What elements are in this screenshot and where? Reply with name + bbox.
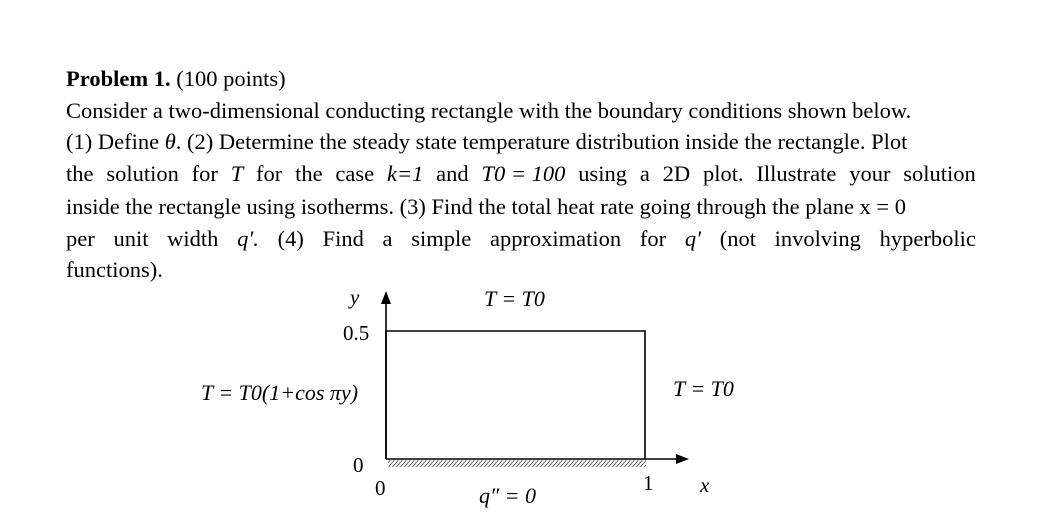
rectangle-domain xyxy=(386,331,645,459)
variable-T: T xyxy=(230,160,244,186)
word: unit xyxy=(113,225,149,251)
k-equation: k=1 xyxy=(386,160,424,186)
word: plot. xyxy=(702,160,744,186)
q-prime: q′. xyxy=(237,225,259,251)
x-tick-right: 1 xyxy=(643,471,654,495)
word: width xyxy=(167,225,219,251)
word: hyperbolic xyxy=(879,225,976,251)
x-axis-arrowhead xyxy=(676,454,689,464)
problem-line-2-b: . (2) Determine the steady state temperature distribution inside the rectangle. Plot xyxy=(175,129,908,154)
insulated-boundary-hatch xyxy=(388,460,646,467)
word: a xyxy=(382,225,393,251)
word: per xyxy=(66,225,95,251)
y-axis-arrowhead xyxy=(381,291,391,304)
word: the xyxy=(66,160,94,186)
word: the xyxy=(295,160,323,186)
word: Illustrate xyxy=(756,160,837,186)
word: your xyxy=(849,160,891,186)
word: for xyxy=(256,160,283,186)
word: (not xyxy=(719,225,756,251)
problem-line-6: functions). xyxy=(66,257,163,282)
problem-line-1: Consider a two-dimensional conducting rectangle with the boundary conditions shown below. xyxy=(66,97,912,123)
word: for xyxy=(191,160,218,186)
word: 2D xyxy=(662,160,691,186)
problem-line-4: inside the rectangle using isotherms. (3) Find the total heat rate going through the plane x = 0 xyxy=(66,194,906,219)
left-boundary-condition: T = T0(1+cos πy) xyxy=(201,380,359,405)
word: for xyxy=(639,225,667,251)
bottom-boundary-condition: q″ = 0 xyxy=(479,483,537,508)
word: a xyxy=(639,160,650,186)
word: (4) xyxy=(277,225,304,251)
y-axis-label: y xyxy=(350,285,360,309)
word: Find xyxy=(322,225,364,251)
word: solution xyxy=(106,160,179,186)
word: using xyxy=(578,160,628,186)
word: and xyxy=(436,160,469,186)
word: case xyxy=(335,160,375,186)
word: solution xyxy=(903,160,976,186)
theta-symbol: θ xyxy=(164,129,176,154)
word: simple xyxy=(411,225,472,251)
q-prime: q′ xyxy=(684,225,702,251)
right-boundary-condition: T = T0 xyxy=(673,376,734,401)
x-axis-label: x xyxy=(700,473,710,497)
problem-line-2-a: (1) Define xyxy=(66,129,160,154)
y-tick-top: 0.5 xyxy=(343,321,370,345)
y-tick-bottom: 0 xyxy=(353,453,364,477)
problem-points: (100 points) xyxy=(176,66,286,91)
top-boundary-condition: T = T0 xyxy=(484,286,545,311)
T0-equation: T0 = 100 xyxy=(481,160,566,186)
problem-title: Problem 1. xyxy=(66,66,171,91)
word: involving xyxy=(774,225,861,251)
x-tick-left: 0 xyxy=(375,476,386,500)
word: approximation xyxy=(489,225,622,251)
